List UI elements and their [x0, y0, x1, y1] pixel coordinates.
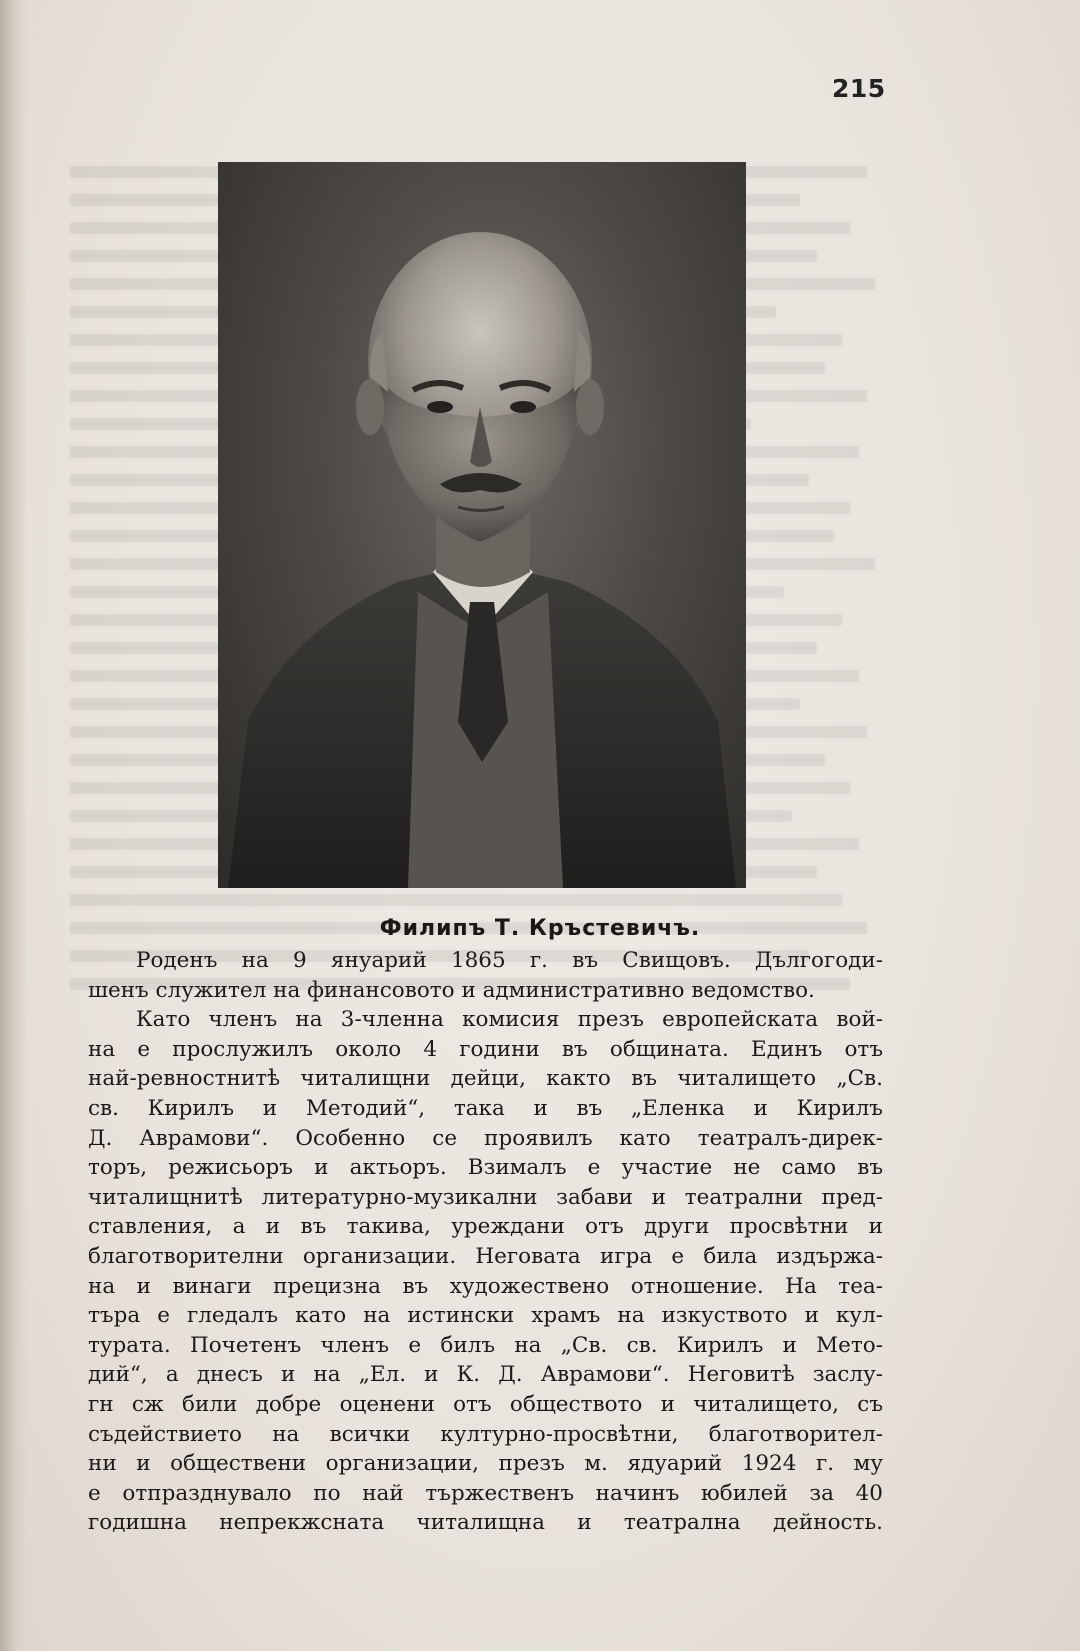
text-line: Като членъ на 3-членна комисия презъ европейската вой- — [136, 1007, 883, 1033]
portrait-caption: Филипъ Т. Кръстевичъ. — [379, 916, 701, 941]
text-line: годишна непрекжсната читалищна и театрална дейность. — [88, 1510, 883, 1536]
text-line: на е прослужилъ около 4 години въ общината. Единъ отъ — [88, 1036, 883, 1062]
text-line: Роденъ на 9 януарий 1865 г. въ Свищовъ. Дългогоди- — [136, 948, 883, 973]
text-line: шенъ служител на финансовото и административно ведомство. — [88, 977, 815, 1003]
text-line: св. Кирилъ и Методий“, така и въ „Еленка и Кирилъ — [88, 1095, 883, 1121]
page-number: 215 — [832, 74, 886, 103]
text-line: гн сж били добре оценени отъ обществото и читалището, съ — [88, 1391, 883, 1417]
text-line: съдействието на всички културно-просвѣтни, благотворител- — [88, 1421, 883, 1447]
text-line: е отпразднувало по най тържественъ начинъ юбилей за 40 — [88, 1480, 883, 1506]
text-line: ни и обществени организации, презъ м. ядуарий 1924 г. му — [88, 1451, 883, 1477]
text-line: търа е гледалъ като на истински храмъ на изкуството и кул- — [88, 1303, 883, 1329]
text-line: на и винаги прецизна въ художествено отношение. На теа- — [88, 1273, 883, 1299]
page-gutter — [0, 0, 28, 1651]
text-line: Д. Аврамови“. Особенно се проявилъ като театралъ-дирек- — [88, 1125, 883, 1151]
text-line: торъ, режисьоръ и актьоръ. Взималъ е участие не само въ — [88, 1155, 883, 1181]
portrait-photo — [218, 162, 746, 888]
text-line: дий“, а днесъ и на „Ел. и К. Д. Аврамови“. Неговитѣ заслу- — [88, 1362, 883, 1388]
text-line: ставления, а и въ такива, уреждани отъ други просвѣтни и — [88, 1214, 883, 1240]
biography-text — [88, 946, 883, 1538]
portrait-drawing — [218, 162, 746, 888]
text-line: благотворителни организации. Неговата игра е била издържа- — [88, 1243, 883, 1269]
text-line: най-ревностнитѣ читалищни дейци, както въ читалището „Св. — [88, 1066, 883, 1092]
text-line: читалищнитѣ литературно-музикални забави и театрални пред- — [88, 1184, 883, 1210]
text-line: турата. Почетенъ членъ е билъ на „Св. св. Кирилъ и Мето- — [88, 1332, 883, 1358]
